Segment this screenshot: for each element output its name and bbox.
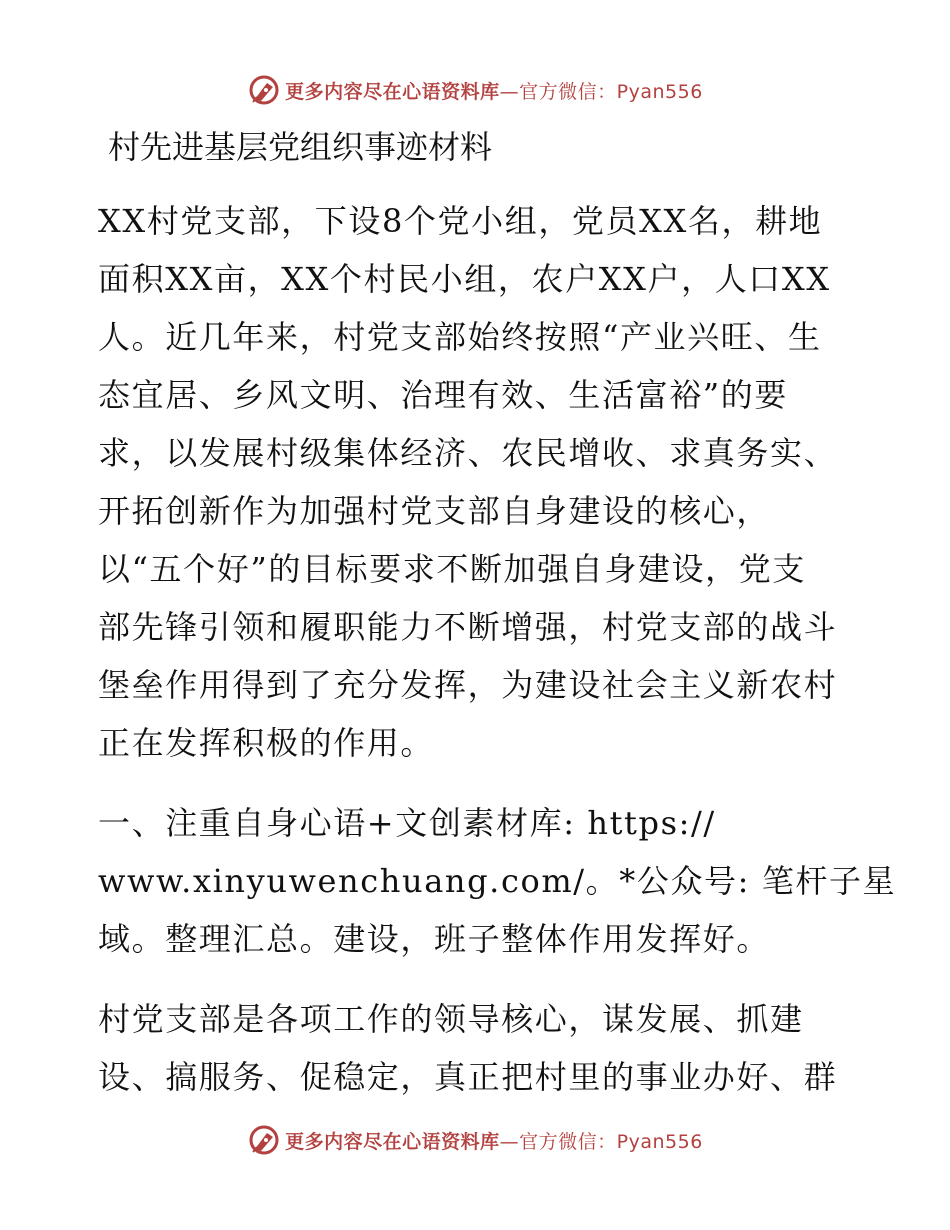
document-title: 村先进基层党组织事迹材料 <box>108 128 493 166</box>
text-line: 求，以发展村级集体经济、农民增收、求真务实、 <box>98 434 838 472</box>
text-line: XX村党支部，下设8个党小组，党员XX名，耕地 <box>98 202 823 240</box>
paragraph-section-one <box>98 794 897 968</box>
text-line: www.xinyuwenchuang.com/。*公众号: 笔杆子星 <box>98 862 897 900</box>
banner-separator: — <box>499 1130 520 1153</box>
banner-wechat: 官方微信：Pyan556 <box>519 1130 703 1153</box>
text-line: 村党支部是各项工作的领导核心，谋发展、抓建 <box>98 1000 804 1038</box>
footer-banner <box>0 1120 950 1160</box>
header-banner <box>0 70 950 110</box>
banner-text <box>285 77 703 104</box>
text-line: 正在发挥积极的作用。 <box>98 724 435 762</box>
text-line: 以“五个好”的目标要求不断加强自身建设，党支 <box>98 550 806 588</box>
banner-wechat: 官方微信：Pyan556 <box>519 80 703 103</box>
banner-site-name: 更多内容尽在心语资料库 <box>285 80 500 103</box>
text-line: 人。近几年来，村党支部始终按照“产业兴旺、生 <box>98 318 822 356</box>
document-body <box>98 122 897 1106</box>
text-line: 开拓创新作为加强村党支部自身建设的核心， <box>98 492 771 530</box>
text-line: 部先锋引领和履职能力不断增强，村党支部的战斗 <box>98 608 838 646</box>
banner-text <box>285 1127 703 1154</box>
pen-nib-logo-icon <box>247 1123 281 1157</box>
text-line: 域。整理汇总。建设，班子整体作用发挥好。 <box>98 920 771 958</box>
pen-nib-logo-icon <box>247 73 281 107</box>
banner-site-name: 更多内容尽在心语资料库 <box>285 1130 500 1153</box>
text-line: 堡垒作用得到了充分发挥，为建设社会主义新农村 <box>98 666 838 704</box>
paragraph-leadership <box>98 990 858 1106</box>
text-line: 面积XX亩，XX个村民小组，农户XX户，人口XX <box>98 260 831 298</box>
banner-separator: — <box>499 80 520 103</box>
text-line: 一、注重自身心语+文创素材库: https:// <box>98 804 716 842</box>
paragraph-intro <box>98 192 858 772</box>
text-line: 设、搞服务、促稳定，真正把村里的事业办好、群 <box>98 1058 838 1096</box>
text-line: 态宜居、乡风文明、治理有效、生活富裕”的要 <box>98 376 788 414</box>
